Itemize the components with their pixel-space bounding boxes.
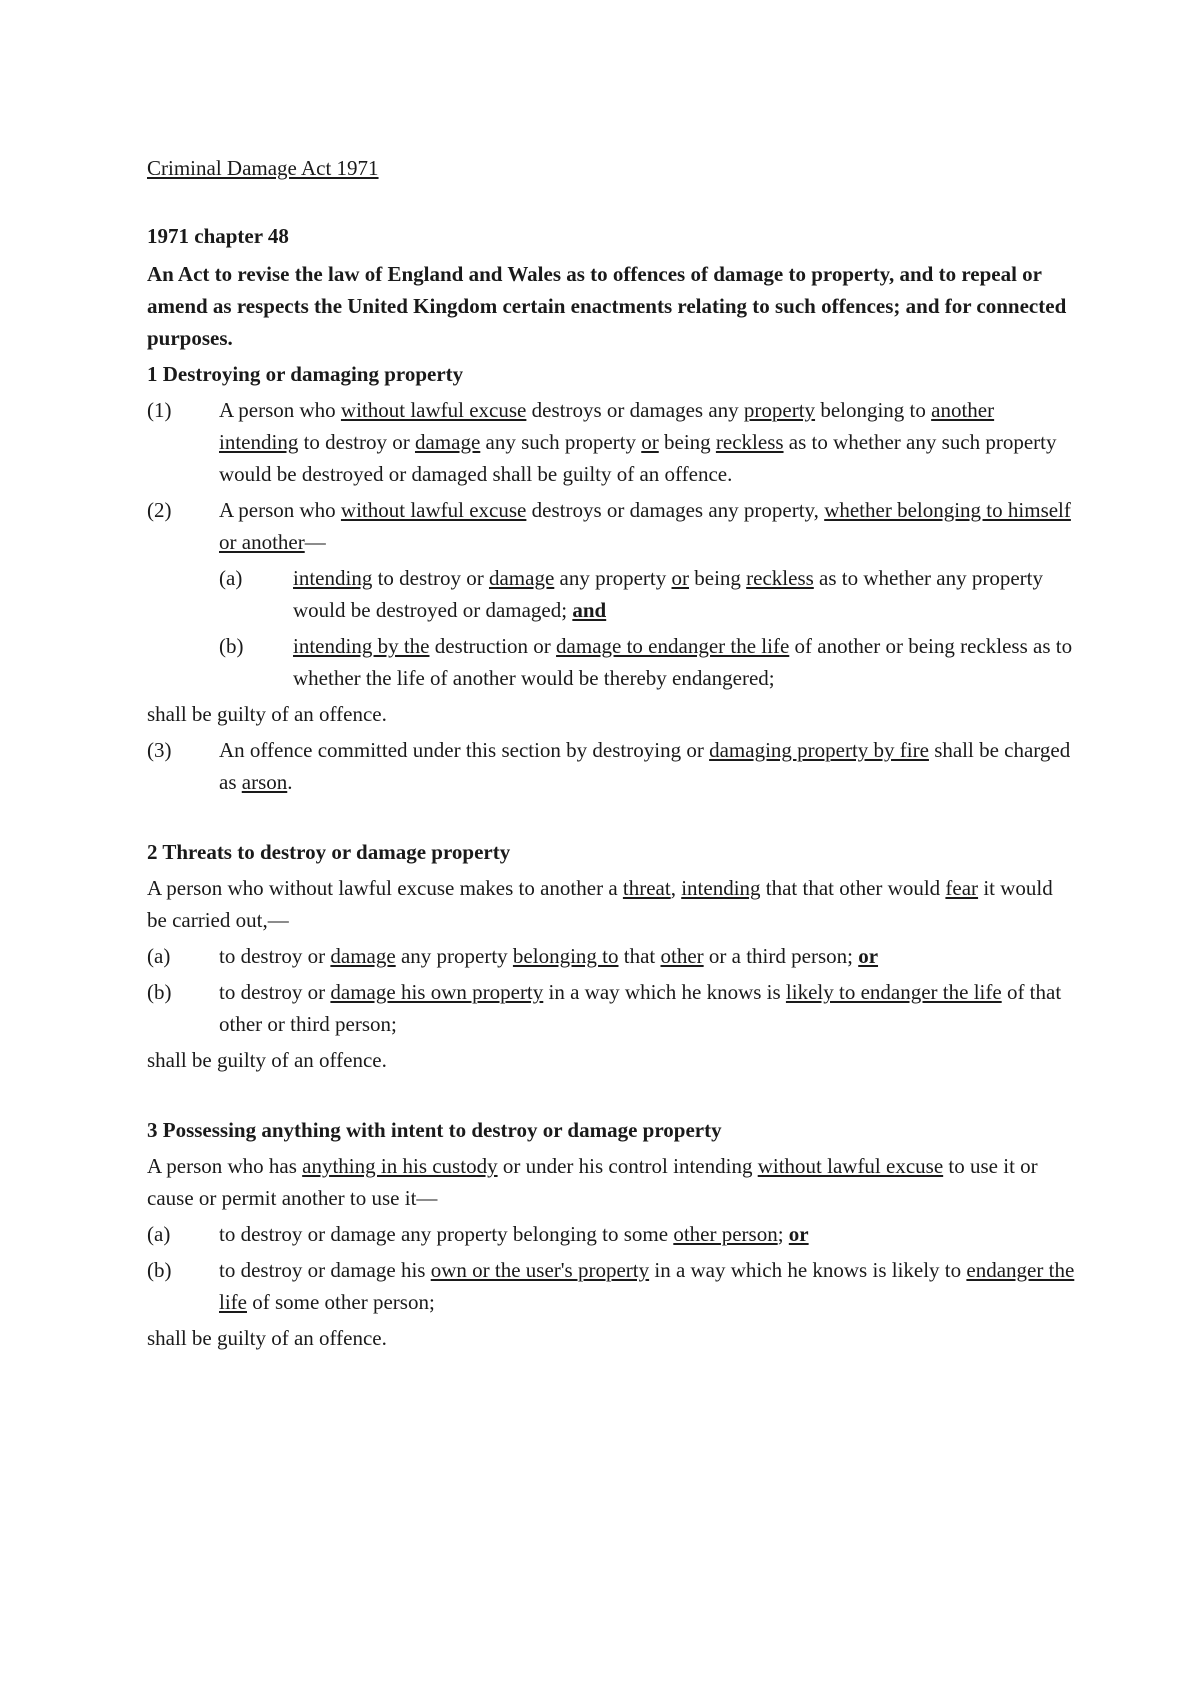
subsection-text: A person who without lawful excuse destroys or damages any property belonging to another intending to destroy or damage any such property or being reckless as to whether any such property would be destroyed or damaged shall be guilty of an offence. (219, 398, 1057, 486)
paragraph-letter: (a) (147, 1222, 171, 1246)
subsection-text: A person who without lawful excuse destroys or damages any property, whether belonging to himself or another— (219, 498, 1071, 554)
document-page (147, 152, 1077, 1358)
section-3-intro: A person who has anything in his custody or under his control intending without lawful excuse to use it or cause or permit another to use it— (147, 1154, 1038, 1210)
section-3-paragraph-b (147, 1254, 1077, 1318)
paragraph-letter: (a) (219, 566, 243, 590)
paragraph-text: to destroy or damage his own property in a way which he knows is likely to endanger the life of that other or third person; (219, 980, 1062, 1036)
subsection-number: (3) (147, 738, 172, 762)
section-3-heading: 3 Possessing anything with intent to destroy or damage property (147, 1118, 722, 1142)
subsection-number: (1) (147, 398, 172, 422)
section-3-closing: shall be guilty of an offence. (147, 1326, 387, 1350)
paragraph-text: intending to destroy or damage any property or being reckless as to whether any property would be destroyed or damaged; and (293, 566, 1043, 622)
section-3-paragraph-a (147, 1218, 1077, 1250)
paragraph-letter: (b) (219, 634, 244, 658)
paragraph-text: to destroy or damage any property belonging to that other or a third person; or (219, 944, 879, 968)
document-title-text: Criminal Damage Act 1971 (147, 156, 379, 180)
subsection-number: (2) (147, 498, 172, 522)
section-1-subsection-2-a (219, 562, 1077, 626)
paragraph-letter: (b) (147, 980, 172, 1004)
paragraph-text: intending by the destruction or damage to endanger the life of another or being reckless as to whether the life of another would be thereby endangered; (293, 634, 1073, 690)
section-1-closing: shall be guilty of an offence. (147, 702, 387, 726)
document-title (147, 152, 1077, 184)
section-1-subsection-3 (147, 734, 1077, 798)
section-1-subsection-1 (147, 394, 1077, 490)
section-2-paragraph-b (147, 976, 1077, 1040)
chapter-reference: 1971 chapter 48 (147, 224, 289, 248)
paragraph-letter: (b) (147, 1258, 172, 1282)
section-2-intro: A person who without lawful excuse makes to another a threat, intending that that other would fear it would be carried out,— (147, 876, 1053, 932)
section-2-heading: 2 Threats to destroy or damage property (147, 840, 511, 864)
long-title: An Act to revise the law of England and Wales as to offences of damage to property, and to repeal or amend as respects the United Kingdom certain enactments relating to such offences; and for connected purposes. (147, 262, 1067, 350)
section-1-subsection-2 (147, 494, 1077, 558)
section-2-closing: shall be guilty of an offence. (147, 1048, 387, 1072)
section-1-subsection-2-b (219, 630, 1077, 694)
section-2-paragraph-a (147, 940, 1077, 972)
paragraph-text: to destroy or damage his own or the user's property in a way which he knows is likely to endanger the life of some other person; (219, 1258, 1075, 1314)
paragraph-letter: (a) (147, 944, 171, 968)
paragraph-text: to destroy or damage any property belonging to some other person; or (219, 1222, 809, 1246)
subsection-text: An offence committed under this section by destroying or damaging property by fire shall be charged as arson. (219, 738, 1071, 794)
section-1-heading: 1 Destroying or damaging property (147, 362, 464, 386)
